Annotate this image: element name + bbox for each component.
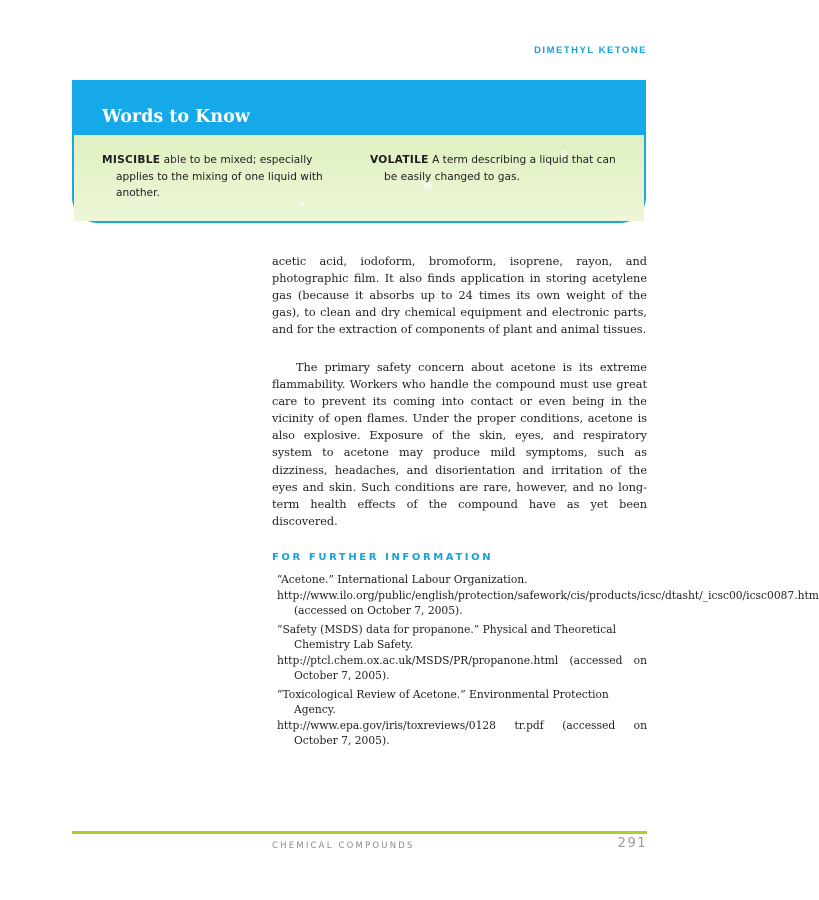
reference-citation: “Toxicological Review of Acetone.” Environmental Protection Agency. [277, 687, 609, 716]
words-to-know-title: Words to Know [102, 107, 250, 127]
running-head: DIMETHYL KETONE [534, 45, 647, 56]
definition-text-volatile: A term describing a liquid that can be easily changed to gas. [384, 154, 616, 183]
reference-link[interactable]: http://ptcl.chem.ox.ac.uk/MSDS/PR/propanone.html (accessed on October 7, 2005). [277, 653, 647, 682]
term-miscible: MISCIBLE [102, 154, 161, 166]
words-to-know-body [74, 135, 644, 221]
reference-link[interactable]: http://www.ilo.org/public/english/protection/safework/cis/products/icsc/dtasht/_icsc00/icsc0087.htm (accessed on October 7, 2005). [277, 588, 819, 617]
reference-citation: “Acetone.” International Labour Organization. [277, 573, 528, 586]
further-information-heading: FOR FURTHER INFORMATION [272, 552, 494, 563]
reference-item [277, 687, 647, 749]
reference-item [277, 622, 647, 684]
paragraph-text: acetic acid, iodoform, bromoform, isoprene, rayon, and photographic film. It also finds application in storing acetylene gas (because it absorbs up to 24 times its own weight of the gas), to clean and dry chemical equipment and electronic parts, and for the extraction of components of plant and animal tissues. [272, 255, 647, 337]
footer-title: CHEMICAL COMPOUNDS [272, 841, 415, 851]
definition-volatile [370, 152, 625, 185]
body-paragraph-2 [272, 359, 647, 530]
page-number: 291 [617, 836, 647, 851]
term-volatile: VOLATILE [370, 154, 429, 166]
reference-item [277, 572, 819, 619]
words-to-know-box [72, 80, 646, 223]
definition-miscible [102, 152, 347, 202]
paragraph-text: The primary safety concern about acetone is its extreme flammability. Workers who handle the compound must use great care to prevent its coming into contact or even being in the vicinity of open flames. Under the proper conditions, acetone is also explosive. Exposure of the skin, eyes, and respiratory system to acetone may produce mild symptoms, such as dizziness, headaches, and disorientation and irritation of the eyes and skin. Such conditions are rare, however, and no long-term health effects of the compound have as yet been discovered. [272, 361, 647, 528]
reference-link[interactable]: http://www.epa.gov/iris/toxreviews/0128 tr.pdf (accessed on October 7, 2005). [277, 718, 647, 747]
reference-citation: “Safety (MSDS) data for propanone.” Physical and Theoretical Chemistry Lab Safety. [277, 622, 616, 651]
footer-rule [72, 831, 647, 834]
reference-list [277, 572, 819, 752]
definition-text-miscible: able to be mixed; especially applies to the mixing of one liquid with another. [116, 154, 323, 199]
body-paragraph-1 [272, 253, 647, 338]
